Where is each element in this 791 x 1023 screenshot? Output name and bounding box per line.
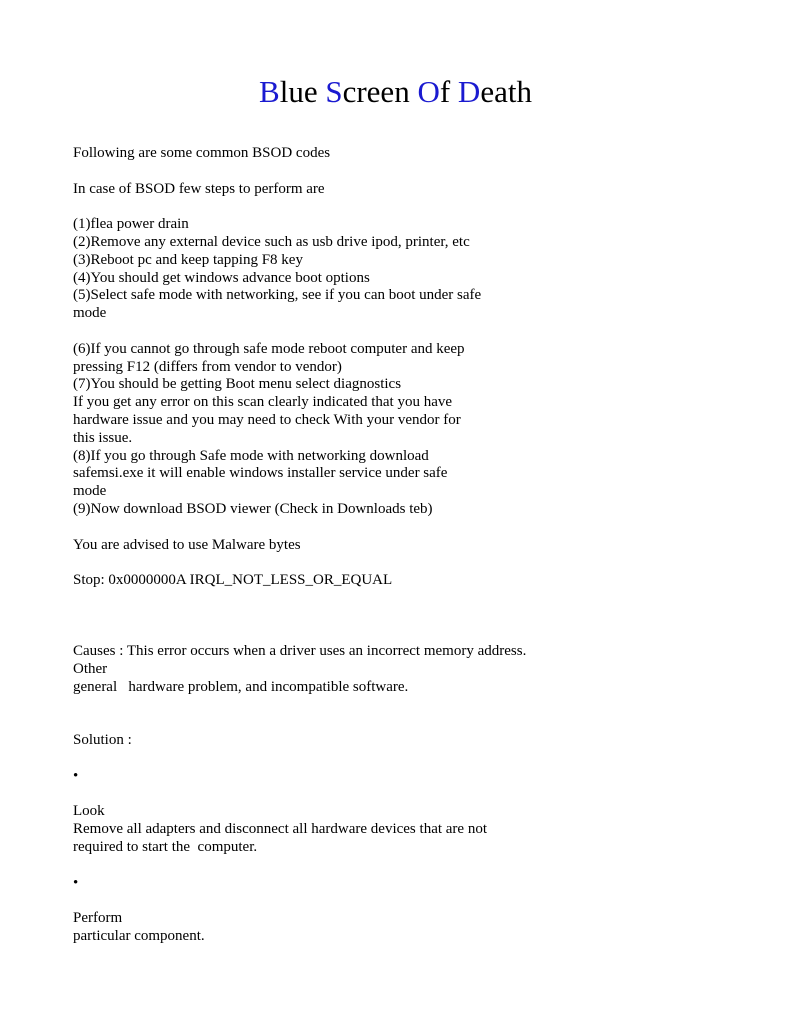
title-rest-2: creen (342, 74, 418, 109)
solution-line: Look (73, 803, 105, 820)
solution-line: Perform (73, 910, 123, 927)
spacer (73, 892, 553, 910)
spacer (73, 786, 553, 804)
intro-steps: In case of BSOD few steps to perform are (73, 180, 325, 197)
step-line: (1)flea power drain (73, 216, 189, 233)
spacer (73, 750, 553, 768)
bullet-icon: • (73, 767, 79, 784)
title-cap-d: D (457, 74, 481, 109)
causes-line: general hardware problem, and incompatible software. (73, 678, 409, 695)
spacer (73, 590, 553, 643)
solution-line: Remove all adapters and disconnect all hardware devices that are not (73, 821, 487, 838)
step-line: pressing F12 (differs from vendor to vendor) (73, 358, 342, 375)
title-cap-b: B (259, 74, 280, 109)
step-line: this issue. (73, 429, 133, 446)
title-rest-4: eath (480, 74, 532, 109)
step-line: (4)You should get windows advance boot options (73, 269, 370, 286)
document-body (73, 145, 553, 946)
step-line: mode (73, 483, 107, 500)
step-line: (8)If you go through Safe mode with networking download (73, 447, 429, 464)
title-cap-o: O (417, 74, 440, 109)
intro-common-codes: Following are some common BSOD codes (73, 145, 331, 161)
causes-paragraph (73, 643, 553, 696)
bullet-icon: • (73, 874, 79, 891)
step-line: hardware issue and you may need to check With your vendor for (73, 411, 461, 428)
step-line: If you get any error on this scan clearly indicated that you have (73, 394, 453, 411)
advice-text: You are advised to use Malware bytes (73, 536, 301, 553)
stop-code: Stop: 0x0000000A IRQL_NOT_LESS_OR_EQUAL (73, 572, 393, 589)
causes-line: Causes : This error occurs when a driver uses an incorrect memory address. (73, 643, 527, 660)
step-line: (9)Now download BSOD viewer (Check in Downloads teb) (73, 500, 433, 517)
step-line: mode (73, 305, 107, 322)
spacer (73, 519, 553, 537)
solution-line: required to start the computer. (73, 839, 258, 856)
solution-item-2 (73, 910, 553, 946)
step-line: (7)You should be getting Boot menu select diagnostics (73, 376, 402, 393)
title-rest-1: lue (279, 74, 326, 109)
page-title (0, 73, 791, 111)
steps-list-2 (73, 341, 553, 519)
spacer (73, 554, 553, 572)
spacer (73, 163, 553, 181)
solution-heading: Solution : (73, 732, 132, 749)
spacer (73, 857, 553, 875)
step-line: (6)If you cannot go through safe mode reboot computer and keep (73, 340, 465, 357)
solution-line: particular component. (73, 928, 205, 945)
spacer (73, 697, 553, 733)
step-line: (3)Reboot pc and keep tapping F8 key (73, 251, 303, 268)
title-cap-s: S (325, 74, 343, 109)
title-rest-3: f (439, 74, 458, 109)
steps-list-1 (73, 216, 553, 323)
causes-line: Other (73, 661, 108, 678)
step-line: (2)Remove any external device such as usb drive ipod, printer, etc (73, 233, 470, 250)
spacer (73, 323, 553, 341)
step-line: (5)Select safe mode with networking, see if you can boot under safe (73, 287, 482, 304)
spacer (73, 198, 553, 216)
step-line: safemsi.exe it will enable windows installer service under safe (73, 465, 448, 482)
solution-item-1 (73, 803, 553, 856)
